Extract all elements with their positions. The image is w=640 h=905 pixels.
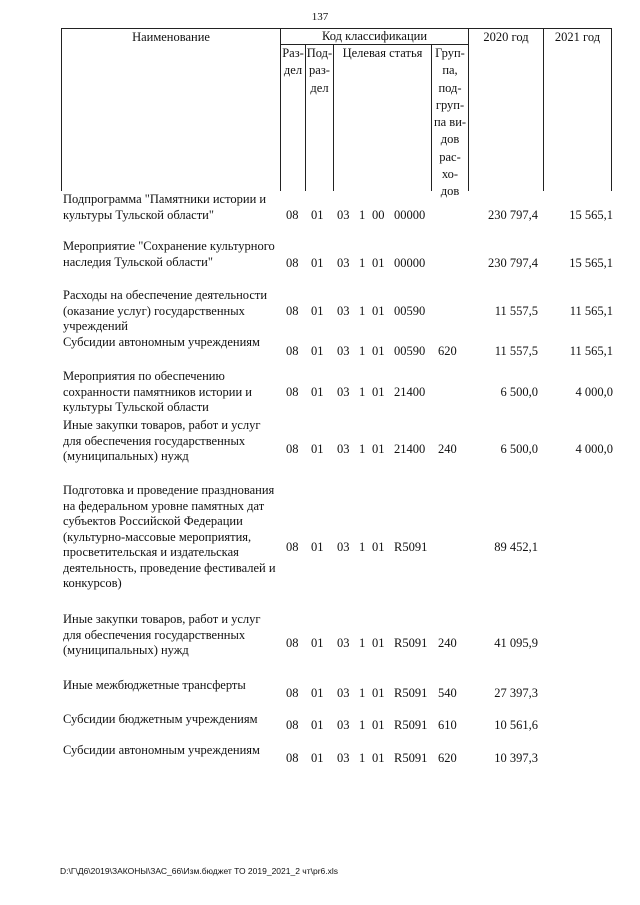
target-program-cell: 03 — [337, 686, 350, 700]
row-name: Субсидии автономным учреждениям — [63, 335, 260, 349]
razdel-cell: 08 — [286, 208, 299, 222]
target-subprogram-cell: 1 — [359, 751, 366, 765]
target-subprogram-cell: 1 — [359, 636, 366, 650]
amount-2020: 230 797,4 — [488, 208, 538, 222]
target-direction-cell: R5091 — [394, 636, 428, 650]
podrazdel-cell: 01 — [311, 686, 324, 700]
target-subprogram-cell: 1 — [359, 718, 366, 732]
target-subprogram-cell: 1 — [359, 442, 366, 456]
podrazdel-cell: 01 — [311, 718, 324, 732]
target-event-cell: 01 — [372, 344, 385, 358]
target-program-cell: 03 — [337, 636, 350, 650]
podrazdel-cell: 01 — [311, 304, 324, 318]
podrazdel-cell: 01 — [311, 636, 324, 650]
razdel-cell: 08 — [286, 718, 299, 732]
amount-2020: 89 452,1 — [494, 540, 538, 554]
target-event-cell: 01 — [372, 442, 385, 456]
amount-2020: 41 095,9 — [494, 636, 538, 650]
row-name: Подпрограмма "Памятники истории и культуры Тульской области" — [63, 192, 267, 222]
target-direction-cell: 00000 — [394, 208, 426, 222]
target-direction-cell: 00590 — [394, 344, 426, 358]
target-subprogram-cell: 1 — [359, 686, 366, 700]
amount-2020: 11 557,5 — [494, 344, 538, 358]
target-event-cell: 01 — [372, 751, 385, 765]
target-subprogram-cell: 1 — [359, 256, 366, 270]
target-program-cell: 03 — [337, 718, 350, 732]
row-name: Подготовка и проведение празднования на федеральном уровне памятных дат субъектов Российской Федерации (культурно-массовые мероприятия, просветительская и издательская деятельность, проведение фестивалей и конкурсов) — [63, 483, 276, 590]
razdel-cell: 08 — [286, 442, 299, 456]
amount-2021: 11 565,1 — [569, 344, 613, 358]
podrazdel-cell: 01 — [311, 344, 324, 358]
amount-2021: 15 565,1 — [569, 208, 613, 222]
row-name: Иные закупки товаров, работ и услуг для обеспечения государственных (муниципальных) нужд — [63, 418, 261, 463]
target-event-cell: 01 — [372, 385, 385, 399]
expense-type-cell: 620 — [438, 751, 457, 765]
target-direction-cell: 00000 — [394, 256, 426, 270]
header-razdel: Раз- дел — [282, 46, 304, 78]
target-direction-cell: 21400 — [394, 442, 426, 456]
podrazdel-cell: 01 — [311, 442, 324, 456]
amount-2020: 10 561,6 — [494, 718, 538, 732]
amount-2021: 4 000,0 — [575, 385, 613, 399]
razdel-cell: 08 — [286, 751, 299, 765]
expense-type-cell: 610 — [438, 718, 457, 732]
target-direction-cell: R5091 — [394, 686, 428, 700]
podrazdel-cell: 01 — [311, 540, 324, 554]
target-direction-cell: R5091 — [394, 718, 428, 732]
amount-2021: 4 000,0 — [575, 442, 613, 456]
target-program-cell: 03 — [337, 540, 350, 554]
podrazdel-cell: 01 — [311, 208, 324, 222]
target-direction-cell: 21400 — [394, 385, 426, 399]
amount-2020: 6 500,0 — [500, 385, 538, 399]
target-event-cell: 01 — [372, 686, 385, 700]
row-name: Субсидии бюджетным учреждениям — [63, 712, 258, 726]
target-program-cell: 03 — [337, 304, 350, 318]
header-code: Код классификации — [321, 29, 428, 43]
amount-2020: 27 397,3 — [494, 686, 538, 700]
razdel-cell: 08 — [286, 385, 299, 399]
target-subprogram-cell: 1 — [359, 385, 366, 399]
row-name: Иные закупки товаров, работ и услуг для обеспечения государственных (муниципальных) нужд — [63, 612, 261, 657]
row-name: Субсидии автономным учреждениям — [63, 743, 260, 757]
target-subprogram-cell: 1 — [359, 208, 366, 222]
page-number: 137 — [311, 11, 329, 23]
razdel-cell: 08 — [286, 304, 299, 318]
expense-type-cell: 240 — [438, 636, 457, 650]
target-event-cell: 01 — [372, 540, 385, 554]
razdel-cell: 08 — [286, 686, 299, 700]
amount-2020: 230 797,4 — [488, 256, 538, 270]
row-name: Иные межбюджетные трансферты — [63, 678, 246, 692]
target-event-cell: 00 — [372, 208, 385, 222]
target-event-cell: 01 — [372, 636, 385, 650]
header-podrazdel: Под- раз- дел — [306, 46, 333, 95]
target-program-cell: 03 — [337, 208, 350, 222]
razdel-cell: 08 — [286, 344, 299, 358]
target-direction-cell: R5091 — [394, 751, 428, 765]
footer-file-path: D:\Г\Д6\2019\ЗАКОНЫ\ЗАС_66\Изм.бюджет ТО 2019_2021_2 чт\pr6.xls — [60, 866, 339, 876]
expense-type-cell: 540 — [438, 686, 457, 700]
target-event-cell: 01 — [372, 718, 385, 732]
razdel-cell: 08 — [286, 636, 299, 650]
target-program-cell: 03 — [337, 344, 350, 358]
amount-2020: 10 397,3 — [494, 751, 538, 765]
amount-2020: 6 500,0 — [500, 442, 538, 456]
header-2021: 2021 год — [554, 30, 601, 44]
target-program-cell: 03 — [337, 751, 350, 765]
target-event-cell: 01 — [372, 256, 385, 270]
target-event-cell: 01 — [372, 304, 385, 318]
header-name: Наименование — [132, 30, 210, 44]
row-name: Мероприятие "Сохранение культурного наследия Тульской области" — [63, 239, 275, 269]
expense-type-cell: 240 — [438, 442, 457, 456]
row-name: Мероприятия по обеспечению сохранности памятников истории и культуры Тульской области — [63, 369, 252, 414]
target-subprogram-cell: 1 — [359, 344, 366, 358]
target-program-cell: 03 — [337, 256, 350, 270]
podrazdel-cell: 01 — [311, 385, 324, 399]
target-direction-cell: R5091 — [394, 540, 428, 554]
target-subprogram-cell: 1 — [359, 540, 366, 554]
target-program-cell: 03 — [337, 442, 350, 456]
expense-type-cell: 620 — [438, 344, 457, 358]
amount-2021: 15 565,1 — [569, 256, 613, 270]
razdel-cell: 08 — [286, 256, 299, 270]
target-direction-cell: 00590 — [394, 304, 426, 318]
header-group: Груп- па, под- груп- па ви- дов рас- хо- дов — [433, 46, 467, 199]
podrazdel-cell: 01 — [311, 256, 324, 270]
header-2020: 2020 год — [483, 30, 529, 44]
amount-2020: 11 557,5 — [494, 304, 538, 318]
target-subprogram-cell: 1 — [359, 304, 366, 318]
target-program-cell: 03 — [337, 385, 350, 399]
podrazdel-cell: 01 — [311, 751, 324, 765]
row-name: Расходы на обеспечение деятельности (оказание услуг) государственных учреждений — [63, 288, 268, 333]
amount-2021: 11 565,1 — [569, 304, 613, 318]
header-target: Целевая статья — [342, 46, 423, 60]
razdel-cell: 08 — [286, 540, 299, 554]
